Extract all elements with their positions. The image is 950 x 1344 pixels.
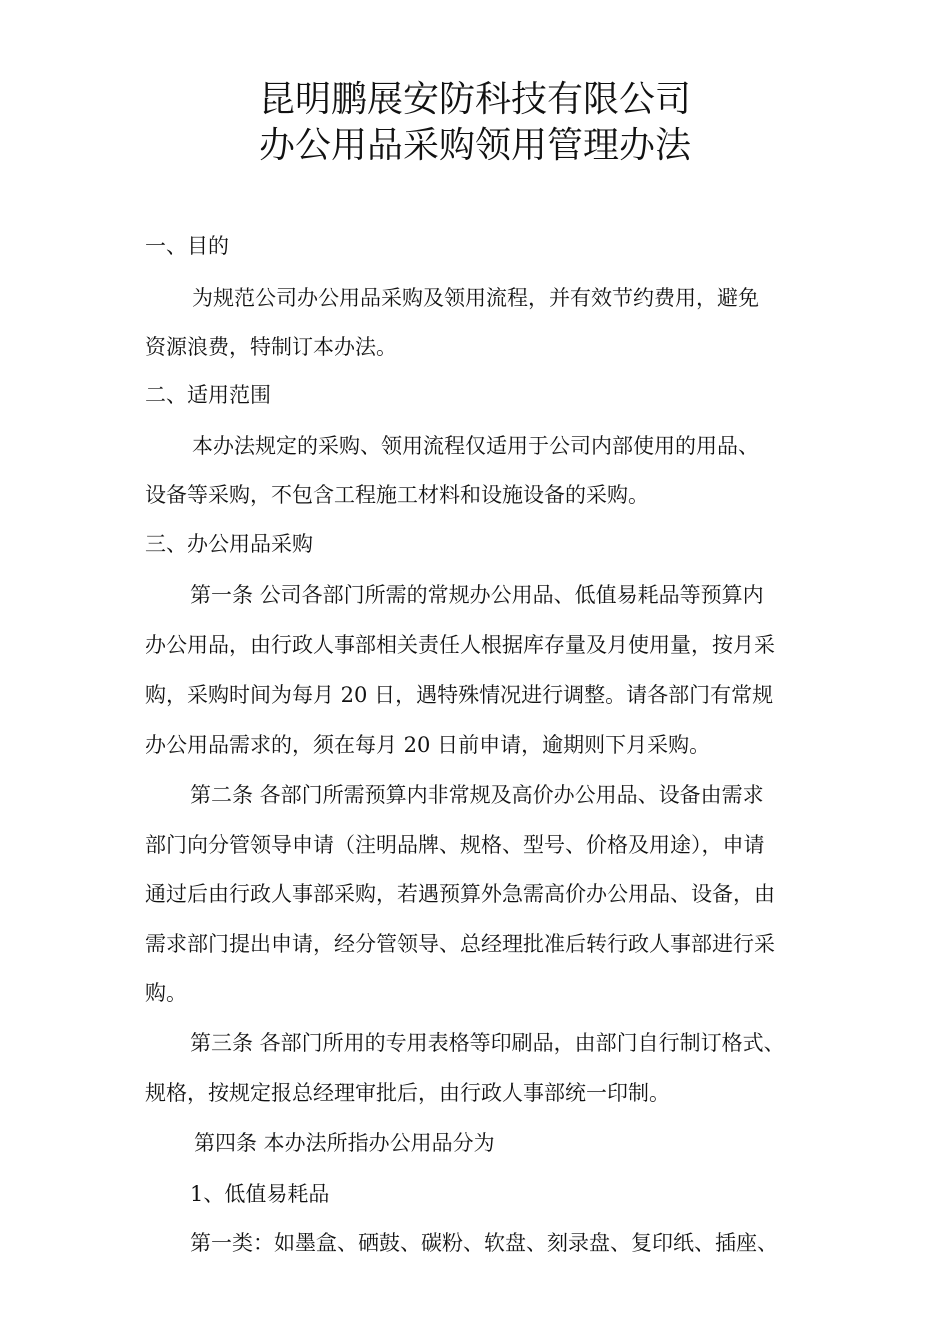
article-line: 通过后由行政人事部采购，若遇预算外急需高价办公用品、设备，由 [145, 882, 775, 906]
article-line: 第三条 各部门所用的专用表格等印刷品，由部门自行制订格式、 [190, 1031, 785, 1055]
category-line: 第一类：如墨盒、硒鼓、碳粉、软盘、刻录盘、复印纸、插座、 [190, 1231, 778, 1255]
section-heading-purpose: 一、目的 [145, 234, 229, 258]
paragraph-line: 为规范公司办公用品采购及领用流程，并有效节约费用，避免 [192, 286, 759, 310]
paragraph-line: 设备等采购，不包含工程施工材料和设施设备的采购。 [145, 483, 649, 507]
document-title-company: 昆明鹏展安防科技有限公司 [258, 79, 691, 120]
article-line: 办公用品，由行政人事部相关责任人根据库存量及月使用量，按月采 [145, 633, 775, 657]
article-line: 第一条 公司各部门所需的常规办公用品、低值易耗品等预算内 [190, 583, 764, 607]
document-title-policy: 办公用品采购领用管理办法 [258, 125, 691, 166]
paragraph-line: 资源浪费，特制订本办法。 [145, 335, 397, 359]
section-heading-procurement: 三、办公用品采购 [145, 532, 313, 556]
article-line: 第四条 本办法所指办公用品分为 [194, 1131, 495, 1155]
section-heading-scope: 二、适用范围 [145, 383, 271, 407]
list-item-low-value-consumables: 1、低值易耗品 [190, 1182, 330, 1206]
article-line: 规格，按规定报总经理审批后，由行政人事部统一印制。 [145, 1081, 670, 1105]
article-line: 第二条 各部门所需预算内非常规及高价办公用品、设备由需求 [190, 783, 764, 807]
article-line: 购。 [145, 981, 187, 1005]
paragraph-line: 本办法规定的采购、领用流程仅适用于公司内部使用的用品、 [192, 434, 759, 458]
article-line: 购，采购时间为每月 20 日，遇特殊情况进行调整。请各部门有常规 [145, 683, 774, 707]
article-line: 需求部门提出申请，经分管领导、总经理批准后转行政人事部进行采 [145, 932, 775, 956]
article-line: 办公用品需求的，须在每月 20 日前申请，逾期则下月采购。 [145, 733, 711, 757]
article-line: 部门向分管领导申请（注明品牌、规格、型号、价格及用途），申请 [145, 833, 765, 857]
